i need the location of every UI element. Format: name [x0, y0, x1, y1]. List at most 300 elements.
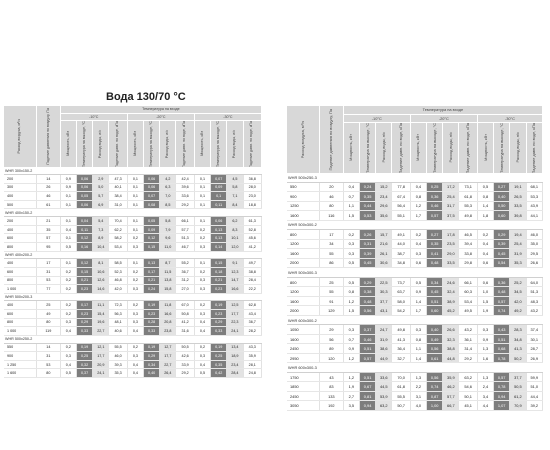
table-cell: 0,4 — [194, 327, 210, 336]
table-cell: 0,05 — [76, 192, 92, 201]
table-cell: 73,7 — [392, 277, 410, 287]
table-cell: 3,4 — [477, 391, 493, 401]
table-cell: 0,07 — [144, 192, 160, 201]
table-cell: 0,42 — [211, 369, 227, 378]
table-cell: 0,12 — [76, 259, 92, 268]
table-cell: 400 — [4, 259, 36, 268]
table-cell: 0,16 — [76, 242, 92, 251]
table-cell: 1250 — [287, 201, 319, 211]
table-cell: 400 — [4, 192, 36, 201]
temp-group-header: -10°С — [343, 114, 410, 122]
table-cell: 26,6 — [443, 325, 459, 335]
table-cell: 1,2 — [410, 201, 426, 211]
table-row — [4, 200, 262, 209]
table-cell: 29,8 — [459, 258, 477, 268]
table-cell: 600 — [4, 234, 36, 243]
model-section-row — [4, 167, 262, 174]
table-row — [287, 211, 543, 221]
table-cell: 46,0 — [526, 230, 543, 240]
table-cell: 46 — [36, 192, 60, 201]
table-cell: 11,1 — [93, 301, 109, 310]
table-cell: 0,06 — [144, 174, 160, 183]
table-cell: 6,2 — [227, 217, 243, 226]
table-row — [4, 174, 262, 183]
table-cell: 0,04 — [76, 217, 92, 226]
table-cell: 0,9 — [343, 344, 359, 354]
table-cell: 53,3 — [526, 192, 543, 202]
table-cell: 23,0 — [243, 192, 262, 201]
table-cell: 0,15 — [144, 242, 160, 251]
table-cell: 73,1 — [459, 182, 477, 192]
table-cell: 0,56 — [359, 306, 375, 316]
table-cell: 0,3 — [194, 276, 210, 285]
table-cell: 0,3 — [60, 318, 76, 327]
table-cell: 1050 — [287, 325, 319, 335]
table-cell: 29 — [319, 325, 343, 335]
table-cell: 0,4 — [60, 360, 76, 369]
table-cell: 67,0 — [176, 301, 194, 310]
table-cell: 61,8 — [392, 382, 410, 392]
sub-header: Падение давл. по воде, кПа — [243, 120, 262, 167]
table-cell: 0,35 — [211, 360, 227, 369]
table-cell: 1600 — [287, 296, 319, 306]
sub-header: Падение давл. по воде, кПа — [109, 120, 127, 167]
table-cell: 53,4 — [459, 296, 477, 306]
table-cell: 0,25 — [427, 182, 443, 192]
pressure-drop-header: Падение давления по воздуху, Па — [36, 106, 60, 167]
sub-header: Мощность, кВт — [127, 120, 143, 167]
table-row — [4, 259, 262, 268]
table-cell: 36,7 — [176, 267, 194, 276]
table-cell: 25,2 — [510, 277, 526, 287]
table-cell: 50,5 — [510, 382, 526, 392]
table-cell: 0,45 — [494, 249, 510, 259]
table-cell: 64,0 — [526, 277, 543, 287]
table-cell: 8,7 — [160, 259, 176, 268]
table-cell: 15,2 — [376, 182, 392, 192]
table-row — [287, 277, 543, 287]
table-cell: 0,28 — [144, 318, 160, 327]
table-cell: 15,4 — [93, 310, 109, 319]
table-cell: 0,25 — [76, 352, 92, 361]
table-cell: 0,1 — [194, 174, 210, 183]
table-cell: 0,09 — [211, 183, 227, 192]
table-cell: 52,8 — [243, 225, 262, 234]
table-cell: 35,3 — [109, 369, 127, 378]
table-cell: 70,0 — [392, 372, 410, 382]
table-row — [4, 360, 262, 369]
table-cell: 0,06 — [76, 174, 92, 183]
table-cell: 41,3 — [510, 344, 526, 354]
table-cell: 0,43 — [494, 325, 510, 335]
table-row — [287, 344, 543, 354]
table-cell: 5,0 — [93, 183, 109, 192]
table-cell: 55,5 — [109, 343, 127, 352]
table-cell: 1,3 — [410, 372, 426, 382]
table-cell: 32,7 — [392, 353, 410, 363]
table-cell: 41,3 — [392, 334, 410, 344]
table-cell: 77 — [36, 285, 60, 294]
table-cell: 43,3 — [243, 343, 262, 352]
table-cell: 36,1 — [459, 334, 477, 344]
table-cell: 119 — [36, 327, 60, 336]
water-temp-header: Температура на входе — [60, 106, 261, 113]
table-cell: 192 — [319, 401, 343, 411]
table-cell: 38,7 — [392, 249, 410, 259]
table-cell: 35,0 — [526, 239, 543, 249]
table-cell: 0,49 — [427, 334, 443, 344]
table-cell: 66,7 — [443, 401, 459, 411]
table-cell: 34,8 — [392, 258, 410, 268]
table-cell: 42,4 — [176, 174, 194, 183]
table-cell: 0,19 — [144, 301, 160, 310]
table-cell: 0,44 — [359, 201, 375, 211]
table-cell: 0,13 — [144, 259, 160, 268]
table-cell: 43,9 — [526, 201, 543, 211]
sub-header: Температура на выходе, °С — [359, 122, 375, 173]
table-cell: 0,1 — [194, 200, 210, 209]
table-cell: 0,46 — [427, 201, 443, 211]
table-cell: 0,6 — [477, 277, 493, 287]
temp-group-header: -30°С — [477, 114, 542, 122]
table-cell: 1,1 — [343, 201, 359, 211]
table-row — [287, 391, 543, 401]
table-cell: 0,5 — [343, 258, 359, 268]
table-cell: 17,7 — [160, 352, 176, 361]
table-cell: 0,56 — [427, 344, 443, 354]
table-cell: 0,57 — [427, 211, 443, 221]
table-cell: 0,29 — [211, 318, 227, 327]
table-cell: 0,4 — [477, 239, 493, 249]
table-cell: 43,1 — [376, 306, 392, 316]
table-cell: 0,23 — [211, 310, 227, 319]
table-cell: 0,5 — [60, 369, 76, 378]
table-cell: 26,9 — [526, 353, 543, 363]
table-cell: 0,45 — [427, 287, 443, 297]
table-row — [4, 183, 262, 192]
table-cell: 50,1 — [459, 391, 477, 401]
table-cell: 44,9 — [376, 353, 392, 363]
table-cell: 0,06 — [76, 183, 92, 192]
model-label: WHR 600x300-3 — [287, 363, 543, 373]
table-cell: 9,1 — [227, 259, 243, 268]
table-cell: 15,7 — [376, 230, 392, 240]
table-cell: 0,2 — [60, 276, 76, 285]
table-cell: 33,5 — [510, 201, 526, 211]
table-cell: 33,9 — [176, 360, 194, 369]
table-cell: 26,5 — [510, 192, 526, 202]
table-cell: 0,51 — [494, 334, 510, 344]
table-cell: 0,15 — [76, 267, 92, 276]
table-cell: 31,4 — [459, 344, 477, 354]
table-cell: 0,12 — [144, 234, 160, 243]
sub-header: Температура на выходе, °С — [144, 120, 160, 167]
table-cell: 0,23 — [211, 285, 227, 294]
table-cell: 0,94 — [494, 391, 510, 401]
table-cell: 12,3 — [227, 267, 243, 276]
table-cell: 0,2 — [127, 276, 143, 285]
table-cell: 1,5 — [477, 296, 493, 306]
table-cell: 31,6 — [176, 327, 194, 336]
table-cell: 0,07 — [211, 174, 227, 183]
table-cell: 32,3 — [443, 334, 459, 344]
table-cell: 0,2 — [477, 230, 493, 240]
table-cell: 0,35 — [359, 192, 375, 202]
model-label: WHR 500x250-2 — [4, 335, 262, 343]
table-cell: 0,94 — [359, 401, 375, 411]
table-cell: 0,38 — [359, 287, 375, 297]
table-cell: 45,1 — [459, 401, 477, 411]
table-cell: 0,34 — [144, 360, 160, 369]
model-label: WHR 500x250-3 — [287, 173, 543, 182]
table-cell: 0,3 — [127, 285, 143, 294]
table-cell: 22,3 — [227, 318, 243, 327]
sub-header: Падение давл. по воде, кПа — [392, 122, 410, 173]
table-cell: 1,4 — [477, 201, 493, 211]
table-cell: 67,4 — [392, 192, 410, 202]
table-cell: 24,6 — [443, 277, 459, 287]
table-cell: 24,8 — [243, 369, 262, 378]
table-cell: 0,9 — [477, 334, 493, 344]
table-cell: 0,6 — [410, 258, 426, 268]
table-cell: 0,2 — [127, 234, 143, 243]
table-cell: 2950 — [287, 353, 319, 363]
table-cell: 3,1 — [410, 391, 426, 401]
table-cell: 0,3 — [194, 242, 210, 251]
table-cell: 38,4 — [109, 192, 127, 201]
table-cell: 52,3 — [109, 267, 127, 276]
table-cell: 39,2 — [526, 401, 543, 411]
table-cell: 0,2 — [194, 225, 210, 234]
table-cell: 56 — [319, 334, 343, 344]
table-cell: 14,6 — [93, 285, 109, 294]
table-cell: 0,3 — [477, 325, 493, 335]
table-cell: 37,7 — [376, 296, 392, 306]
table-cell: 58,2 — [109, 234, 127, 243]
table-cell: 50,7 — [392, 401, 410, 411]
table-cell: 0,1 — [127, 217, 143, 226]
table-cell: 1,9 — [477, 306, 493, 316]
table-cell: 0,4 — [127, 360, 143, 369]
table-cell: 49,8 — [459, 211, 477, 221]
table-cell: 60,3 — [459, 287, 477, 297]
table-cell: 0,8 — [410, 334, 426, 344]
table-cell: 7,1 — [227, 192, 243, 201]
table-cell: 33,6 — [176, 192, 194, 201]
table-cell: 0,60 — [494, 211, 510, 221]
table-cell: 1600 — [287, 211, 319, 221]
table-cell: 2000 — [287, 258, 319, 268]
table-cell: 0,29 — [359, 277, 375, 287]
table-cell: 22,2 — [243, 285, 262, 294]
table-cell: 11,8 — [160, 301, 176, 310]
table-cell: 25 — [36, 301, 60, 310]
table-cell: 0,26 — [359, 230, 375, 240]
table-cell: 39,6 — [176, 183, 194, 192]
table-cell: 0,53 — [359, 211, 375, 221]
table-cell: 2,7 — [343, 391, 359, 401]
table-cell: 0,36 — [427, 192, 443, 202]
table-row — [4, 369, 262, 378]
table-cell: 48,3 — [526, 296, 543, 306]
table-cell: 18,9 — [227, 352, 243, 361]
sub-header: Мощность, кВт — [410, 122, 426, 173]
table-cell: 1200 — [287, 287, 319, 297]
table-cell: 600 — [4, 310, 36, 319]
table-cell: 17,8 — [443, 230, 459, 240]
sub-header: Расход воды, л/с — [443, 122, 459, 173]
table-cell: 19,1 — [510, 182, 526, 192]
table-cell: 0,29 — [76, 318, 92, 327]
table-cell: 16,6 — [227, 285, 243, 294]
table-cell: 49,1 — [392, 230, 410, 240]
table-cell: 37,7 — [510, 372, 526, 382]
table-cell: 0,2 — [60, 301, 76, 310]
table-cell: 6,3 — [160, 183, 176, 192]
table-cell: 19,6 — [93, 318, 109, 327]
table-cell: 63,2 — [376, 401, 392, 411]
table-cell: 0,45 — [359, 258, 375, 268]
table-cell: 0,51 — [359, 372, 375, 382]
table-cell: 57,7 — [443, 391, 459, 401]
table-cell: 0,6 — [477, 258, 493, 268]
table-cell: 11,0 — [160, 242, 176, 251]
table-cell: 0,23 — [144, 310, 160, 319]
table-cell: 0,17 — [144, 267, 160, 276]
table-cell: 36,8 — [243, 174, 262, 183]
table-cell: 63,2 — [459, 372, 477, 382]
table-cell: 0,1 — [127, 259, 143, 268]
table-cell: 200 — [4, 174, 36, 183]
table-cell: 70,9 — [510, 401, 526, 411]
table-cell: 1,2 — [343, 372, 359, 382]
table-row — [4, 267, 262, 276]
table-cell: 1,2 — [343, 353, 359, 363]
table-cell: 0,05 — [144, 217, 160, 226]
table-cell: 400 — [4, 225, 36, 234]
table-cell: 6,9 — [93, 200, 109, 209]
table-cell: 29,2 — [176, 369, 194, 378]
table-cell: 0,68 — [494, 344, 510, 354]
table-cell: 1,8 — [477, 211, 493, 221]
table-cell: 13,8 — [160, 276, 176, 285]
table-cell: 47,3 — [109, 174, 127, 183]
table-cell: 0,5 — [343, 277, 359, 287]
table-cell: 55,2 — [176, 259, 194, 268]
table-cell: 49,8 — [392, 325, 410, 335]
table-cell: 8,5 — [160, 200, 176, 209]
table-cell: 31,0 — [109, 200, 127, 209]
table-cell: 5,8 — [227, 183, 243, 192]
table-cell: 800 — [4, 276, 36, 285]
table-cell: 55 — [319, 287, 343, 297]
table-row — [287, 287, 543, 297]
table-cell: 5,8 — [160, 217, 176, 226]
table-cell: 0,1 — [211, 192, 227, 201]
table-cell: 51,0 — [526, 382, 543, 392]
table-cell: 0,2 — [127, 343, 143, 352]
model-label: WHR 500x200-3 — [4, 293, 262, 301]
table-cell: 17 — [319, 230, 343, 240]
temp-group-header: -30°С — [194, 113, 261, 120]
table-cell: 23,4 — [227, 360, 243, 369]
table-cell: 57 — [36, 234, 60, 243]
table-cell: 0,35 — [427, 239, 443, 249]
table-cell: 2,4 — [477, 382, 493, 392]
table-cell: 0,4 — [477, 249, 493, 259]
table-cell: 0,8 — [410, 192, 426, 202]
table-cell: 61 — [36, 200, 60, 209]
table-cell: 89 — [319, 344, 343, 354]
table-cell: 2000 — [287, 306, 319, 316]
table-cell: 300 — [4, 183, 36, 192]
table-cell: 0,2 — [194, 234, 210, 243]
table-cell: 0,41 — [427, 249, 443, 259]
table-cell: 0,5 — [477, 182, 493, 192]
model-label: WHR 300x150-2 — [4, 167, 262, 174]
table-cell: 1,6 — [477, 353, 493, 363]
table-cell: 39,4 — [459, 239, 477, 249]
table-cell: 0,31 — [359, 239, 375, 249]
table-cell: 3050 — [287, 401, 319, 411]
table-cell: 0,87 — [427, 391, 443, 401]
table-cell: 0,4 — [127, 369, 143, 378]
table-cell: 24,1 — [93, 369, 109, 378]
table-cell: 400 — [4, 301, 36, 310]
table-cell: 0,23 — [76, 285, 92, 294]
table-cell: 33,5 — [443, 258, 459, 268]
table-cell: 35,3 — [510, 258, 526, 268]
table-cell: 25 — [319, 277, 343, 287]
table-cell: 31,2 — [176, 276, 194, 285]
table-cell: 51,3 — [176, 234, 194, 243]
table-cell: 40,1 — [109, 183, 127, 192]
table-cell: 0,12 — [76, 234, 92, 243]
table-row — [287, 192, 543, 202]
table-cell: 37,5 — [443, 211, 459, 221]
table-cell: 1850 — [287, 382, 319, 392]
table-cell: 0,23 — [76, 310, 92, 319]
table-cell: 12,7 — [160, 343, 176, 352]
table-cell: 77,8 — [392, 182, 410, 192]
table-row — [4, 318, 262, 327]
table-cell: 0,8 — [477, 192, 493, 202]
table-row — [4, 234, 262, 243]
table-cell: 129 — [319, 306, 343, 316]
table-cell: 35 — [36, 225, 60, 234]
table-cell: 46,2 — [443, 382, 459, 392]
table-cell: 0,33 — [144, 327, 160, 336]
table-cell: 38,9 — [443, 296, 459, 306]
table-cell: 2,9 — [93, 174, 109, 183]
table-cell: 0,24 — [144, 285, 160, 294]
table-cell: 1,9 — [343, 382, 359, 392]
sub-header: Мощность, кВт — [60, 120, 76, 167]
table-cell: 800 — [287, 277, 319, 287]
model-label: WHR 500x300-3 — [287, 268, 543, 278]
table-cell: 1,3 — [477, 372, 493, 382]
table-cell: 16,6 — [160, 310, 176, 319]
table-row — [287, 182, 543, 192]
table-cell: 0,3 — [194, 285, 210, 294]
table-cell: 0,14 — [211, 242, 227, 251]
table-cell: 0,7 — [343, 192, 359, 202]
model-section-row — [4, 293, 262, 301]
table-cell: 800 — [4, 242, 36, 251]
model-section-row — [4, 209, 262, 217]
table-cell: 19,4 — [510, 230, 526, 240]
table-cell: 0,48 — [494, 287, 510, 297]
